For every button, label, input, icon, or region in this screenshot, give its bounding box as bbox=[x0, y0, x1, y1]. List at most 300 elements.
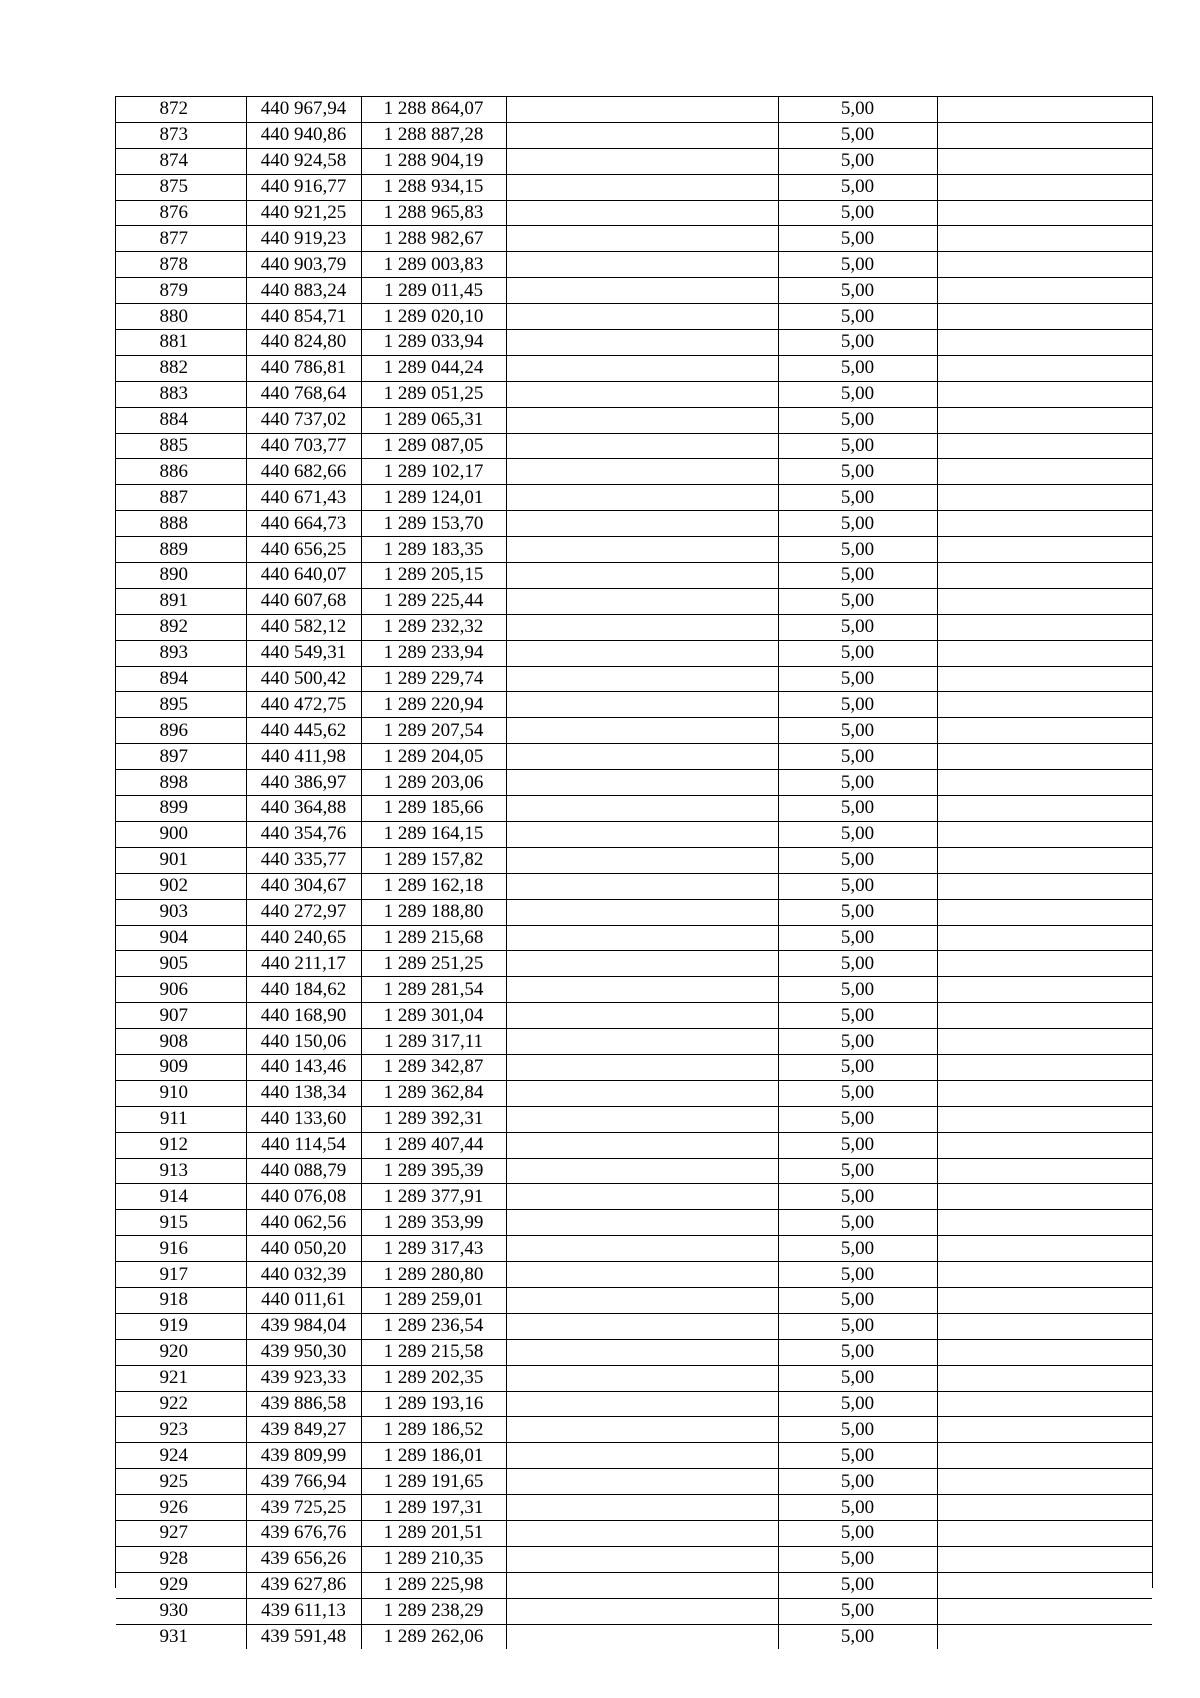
accuracy-value-cell: 5,00 bbox=[778, 640, 937, 666]
empty-column-cell bbox=[506, 1417, 778, 1443]
empty-column-cell bbox=[506, 1365, 778, 1391]
notes-column-cell bbox=[937, 1132, 1152, 1158]
y-coordinate-cell: 1 289 044,24 bbox=[361, 355, 506, 381]
point-number-cell: 876 bbox=[116, 200, 246, 226]
table-row bbox=[116, 304, 1152, 330]
table-row bbox=[116, 1210, 1152, 1236]
x-coordinate-cell: 440 967,94 bbox=[246, 97, 361, 122]
point-number-cell: 896 bbox=[116, 718, 246, 744]
y-coordinate-cell: 1 289 232,32 bbox=[361, 614, 506, 640]
x-coordinate-cell: 440 211,17 bbox=[246, 951, 361, 977]
x-coordinate-cell: 439 886,58 bbox=[246, 1391, 361, 1417]
notes-column-cell bbox=[937, 433, 1152, 459]
notes-column-cell bbox=[937, 873, 1152, 899]
empty-column-cell bbox=[506, 1080, 778, 1106]
table-row bbox=[116, 666, 1152, 692]
notes-column-cell bbox=[937, 977, 1152, 1003]
table-row bbox=[116, 951, 1152, 977]
accuracy-value-cell: 5,00 bbox=[778, 718, 937, 744]
y-coordinate-cell: 1 289 011,45 bbox=[361, 278, 506, 304]
table-row bbox=[116, 614, 1152, 640]
table-row bbox=[116, 278, 1152, 304]
point-number-cell: 892 bbox=[116, 614, 246, 640]
point-number-cell: 919 bbox=[116, 1313, 246, 1339]
y-coordinate-cell: 1 288 904,19 bbox=[361, 148, 506, 174]
table-row bbox=[116, 1598, 1152, 1624]
empty-column-cell bbox=[506, 1210, 778, 1236]
point-number-cell: 891 bbox=[116, 588, 246, 614]
y-coordinate-cell: 1 289 203,06 bbox=[361, 770, 506, 796]
empty-column-cell bbox=[506, 588, 778, 614]
table-row bbox=[116, 821, 1152, 847]
table-row bbox=[116, 1365, 1152, 1391]
accuracy-value-cell: 5,00 bbox=[778, 744, 937, 770]
empty-column-cell bbox=[506, 614, 778, 640]
y-coordinate-cell: 1 288 864,07 bbox=[361, 97, 506, 122]
table-row bbox=[116, 1287, 1152, 1313]
accuracy-value-cell: 5,00 bbox=[778, 304, 937, 330]
accuracy-value-cell: 5,00 bbox=[778, 537, 937, 563]
table-row bbox=[116, 1313, 1152, 1339]
point-number-cell: 924 bbox=[116, 1443, 246, 1469]
accuracy-value-cell: 5,00 bbox=[778, 1054, 937, 1080]
empty-column-cell bbox=[506, 1287, 778, 1313]
point-number-cell: 931 bbox=[116, 1624, 246, 1649]
table-row bbox=[116, 1469, 1152, 1495]
table-row bbox=[116, 563, 1152, 589]
x-coordinate-cell: 440 549,31 bbox=[246, 640, 361, 666]
coordinates-table-sheet bbox=[115, 96, 1153, 1647]
point-number-cell: 881 bbox=[116, 330, 246, 356]
notes-column-cell bbox=[937, 1520, 1152, 1546]
notes-column-cell bbox=[937, 1469, 1152, 1495]
accuracy-value-cell: 5,00 bbox=[778, 925, 937, 951]
empty-column-cell bbox=[506, 537, 778, 563]
point-number-cell: 883 bbox=[116, 381, 246, 407]
point-number-cell: 926 bbox=[116, 1495, 246, 1521]
empty-column-cell bbox=[506, 1391, 778, 1417]
x-coordinate-cell: 440 143,46 bbox=[246, 1054, 361, 1080]
table-row bbox=[116, 381, 1152, 407]
empty-column-cell bbox=[506, 873, 778, 899]
table-row bbox=[116, 744, 1152, 770]
accuracy-value-cell: 5,00 bbox=[778, 951, 937, 977]
accuracy-value-cell: 5,00 bbox=[778, 1262, 937, 1288]
y-coordinate-cell: 1 289 033,94 bbox=[361, 330, 506, 356]
empty-column-cell bbox=[506, 821, 778, 847]
y-coordinate-cell: 1 289 215,58 bbox=[361, 1339, 506, 1365]
table-row bbox=[116, 925, 1152, 951]
empty-column-cell bbox=[506, 485, 778, 511]
notes-column-cell bbox=[937, 1339, 1152, 1365]
notes-column-cell bbox=[937, 200, 1152, 226]
y-coordinate-cell: 1 289 301,04 bbox=[361, 1003, 506, 1029]
notes-column-cell bbox=[937, 1029, 1152, 1055]
point-number-cell: 927 bbox=[116, 1520, 246, 1546]
point-number-cell: 904 bbox=[116, 925, 246, 951]
x-coordinate-cell: 440 076,08 bbox=[246, 1184, 361, 1210]
x-coordinate-cell: 440 240,65 bbox=[246, 925, 361, 951]
x-coordinate-cell: 440 737,02 bbox=[246, 407, 361, 433]
empty-column-cell bbox=[506, 899, 778, 925]
empty-column-cell bbox=[506, 433, 778, 459]
empty-column-cell bbox=[506, 122, 778, 148]
notes-column-cell bbox=[937, 614, 1152, 640]
notes-column-cell bbox=[937, 1158, 1152, 1184]
y-coordinate-cell: 1 289 317,43 bbox=[361, 1236, 506, 1262]
x-coordinate-cell: 440 050,20 bbox=[246, 1236, 361, 1262]
point-number-cell: 882 bbox=[116, 355, 246, 381]
point-number-cell: 912 bbox=[116, 1132, 246, 1158]
point-number-cell: 875 bbox=[116, 174, 246, 200]
table-row bbox=[116, 355, 1152, 381]
accuracy-value-cell: 5,00 bbox=[778, 1624, 937, 1649]
empty-column-cell bbox=[506, 1003, 778, 1029]
empty-column-cell bbox=[506, 847, 778, 873]
notes-column-cell bbox=[937, 1236, 1152, 1262]
x-coordinate-cell: 440 411,98 bbox=[246, 744, 361, 770]
x-coordinate-cell: 440 786,81 bbox=[246, 355, 361, 381]
empty-column-cell bbox=[506, 278, 778, 304]
y-coordinate-cell: 1 288 965,83 bbox=[361, 200, 506, 226]
notes-column-cell bbox=[937, 1287, 1152, 1313]
accuracy-value-cell: 5,00 bbox=[778, 796, 937, 822]
point-number-cell: 898 bbox=[116, 770, 246, 796]
x-coordinate-cell: 440 304,67 bbox=[246, 873, 361, 899]
notes-column-cell bbox=[937, 381, 1152, 407]
y-coordinate-cell: 1 289 215,68 bbox=[361, 925, 506, 951]
x-coordinate-cell: 440 354,76 bbox=[246, 821, 361, 847]
y-coordinate-cell: 1 289 317,11 bbox=[361, 1029, 506, 1055]
empty-column-cell bbox=[506, 1158, 778, 1184]
x-coordinate-cell: 440 916,77 bbox=[246, 174, 361, 200]
table-row bbox=[116, 1520, 1152, 1546]
point-number-cell: 928 bbox=[116, 1546, 246, 1572]
x-coordinate-cell: 440 500,42 bbox=[246, 666, 361, 692]
empty-column-cell bbox=[506, 381, 778, 407]
table-row bbox=[116, 200, 1152, 226]
notes-column-cell bbox=[937, 252, 1152, 278]
accuracy-value-cell: 5,00 bbox=[778, 1210, 937, 1236]
table-row bbox=[116, 97, 1152, 122]
notes-column-cell bbox=[937, 821, 1152, 847]
notes-column-cell bbox=[937, 1598, 1152, 1624]
x-coordinate-cell: 440 703,77 bbox=[246, 433, 361, 459]
accuracy-value-cell: 5,00 bbox=[778, 1287, 937, 1313]
x-coordinate-cell: 439 656,26 bbox=[246, 1546, 361, 1572]
x-coordinate-cell: 439 849,27 bbox=[246, 1417, 361, 1443]
notes-column-cell bbox=[937, 407, 1152, 433]
x-coordinate-cell: 440 940,86 bbox=[246, 122, 361, 148]
accuracy-value-cell: 5,00 bbox=[778, 977, 937, 1003]
notes-column-cell bbox=[937, 1443, 1152, 1469]
empty-column-cell bbox=[506, 1106, 778, 1132]
y-coordinate-cell: 1 289 220,94 bbox=[361, 692, 506, 718]
empty-column-cell bbox=[506, 174, 778, 200]
notes-column-cell bbox=[937, 355, 1152, 381]
y-coordinate-cell: 1 289 236,54 bbox=[361, 1313, 506, 1339]
accuracy-value-cell: 5,00 bbox=[778, 1495, 937, 1521]
table-row bbox=[116, 847, 1152, 873]
y-coordinate-cell: 1 289 162,18 bbox=[361, 873, 506, 899]
accuracy-value-cell: 5,00 bbox=[778, 485, 937, 511]
notes-column-cell bbox=[937, 1572, 1152, 1598]
table-row bbox=[116, 770, 1152, 796]
notes-column-cell bbox=[937, 718, 1152, 744]
accuracy-value-cell: 5,00 bbox=[778, 1106, 937, 1132]
accuracy-value-cell: 5,00 bbox=[778, 873, 937, 899]
x-coordinate-cell: 440 854,71 bbox=[246, 304, 361, 330]
point-number-cell: 894 bbox=[116, 666, 246, 692]
notes-column-cell bbox=[937, 744, 1152, 770]
accuracy-value-cell: 5,00 bbox=[778, 666, 937, 692]
x-coordinate-cell: 440 656,25 bbox=[246, 537, 361, 563]
accuracy-value-cell: 5,00 bbox=[778, 847, 937, 873]
point-number-cell: 920 bbox=[116, 1339, 246, 1365]
notes-column-cell bbox=[937, 1417, 1152, 1443]
table-row bbox=[116, 873, 1152, 899]
y-coordinate-cell: 1 289 362,84 bbox=[361, 1080, 506, 1106]
accuracy-value-cell: 5,00 bbox=[778, 1572, 937, 1598]
table-row bbox=[116, 1106, 1152, 1132]
accuracy-value-cell: 5,00 bbox=[778, 770, 937, 796]
point-number-cell: 884 bbox=[116, 407, 246, 433]
notes-column-cell bbox=[937, 563, 1152, 589]
point-number-cell: 890 bbox=[116, 563, 246, 589]
table-row bbox=[116, 485, 1152, 511]
notes-column-cell bbox=[937, 459, 1152, 485]
x-coordinate-cell: 440 138,34 bbox=[246, 1080, 361, 1106]
y-coordinate-cell: 1 289 186,52 bbox=[361, 1417, 506, 1443]
table-row bbox=[116, 718, 1152, 744]
notes-column-cell bbox=[937, 97, 1152, 122]
accuracy-value-cell: 5,00 bbox=[778, 1132, 937, 1158]
y-coordinate-cell: 1 289 188,80 bbox=[361, 899, 506, 925]
notes-column-cell bbox=[937, 640, 1152, 666]
notes-column-cell bbox=[937, 951, 1152, 977]
accuracy-value-cell: 5,00 bbox=[778, 122, 937, 148]
notes-column-cell bbox=[937, 770, 1152, 796]
accuracy-value-cell: 5,00 bbox=[778, 1339, 937, 1365]
y-coordinate-cell: 1 289 051,25 bbox=[361, 381, 506, 407]
x-coordinate-cell: 439 766,94 bbox=[246, 1469, 361, 1495]
point-number-cell: 888 bbox=[116, 511, 246, 537]
notes-column-cell bbox=[937, 1184, 1152, 1210]
empty-column-cell bbox=[506, 770, 778, 796]
notes-column-cell bbox=[937, 692, 1152, 718]
accuracy-value-cell: 5,00 bbox=[778, 278, 937, 304]
x-coordinate-cell: 440 088,79 bbox=[246, 1158, 361, 1184]
table-row bbox=[116, 1495, 1152, 1521]
empty-column-cell bbox=[506, 407, 778, 433]
y-coordinate-cell: 1 289 087,05 bbox=[361, 433, 506, 459]
y-coordinate-cell: 1 289 193,16 bbox=[361, 1391, 506, 1417]
notes-column-cell bbox=[937, 122, 1152, 148]
point-number-cell: 872 bbox=[116, 97, 246, 122]
notes-column-cell bbox=[937, 1365, 1152, 1391]
empty-column-cell bbox=[506, 666, 778, 692]
notes-column-cell bbox=[937, 148, 1152, 174]
x-coordinate-cell: 439 809,99 bbox=[246, 1443, 361, 1469]
y-coordinate-cell: 1 289 238,29 bbox=[361, 1598, 506, 1624]
accuracy-value-cell: 5,00 bbox=[778, 1443, 937, 1469]
table-row bbox=[116, 1443, 1152, 1469]
point-number-cell: 911 bbox=[116, 1106, 246, 1132]
x-coordinate-cell: 440 924,58 bbox=[246, 148, 361, 174]
x-coordinate-cell: 439 591,48 bbox=[246, 1624, 361, 1649]
accuracy-value-cell: 5,00 bbox=[778, 563, 937, 589]
empty-column-cell bbox=[506, 1132, 778, 1158]
notes-column-cell bbox=[937, 588, 1152, 614]
notes-column-cell bbox=[937, 330, 1152, 356]
empty-column-cell bbox=[506, 692, 778, 718]
table-row bbox=[116, 796, 1152, 822]
accuracy-value-cell: 5,00 bbox=[778, 459, 937, 485]
y-coordinate-cell: 1 289 353,99 bbox=[361, 1210, 506, 1236]
table-row bbox=[116, 1132, 1152, 1158]
y-coordinate-cell: 1 289 225,44 bbox=[361, 588, 506, 614]
accuracy-value-cell: 5,00 bbox=[778, 1417, 937, 1443]
table-row bbox=[116, 899, 1152, 925]
y-coordinate-cell: 1 289 164,15 bbox=[361, 821, 506, 847]
point-number-cell: 887 bbox=[116, 485, 246, 511]
x-coordinate-cell: 440 903,79 bbox=[246, 252, 361, 278]
point-number-cell: 885 bbox=[116, 433, 246, 459]
point-number-cell: 903 bbox=[116, 899, 246, 925]
y-coordinate-cell: 1 289 377,91 bbox=[361, 1184, 506, 1210]
point-number-cell: 878 bbox=[116, 252, 246, 278]
empty-column-cell bbox=[506, 200, 778, 226]
notes-column-cell bbox=[937, 1106, 1152, 1132]
accuracy-value-cell: 5,00 bbox=[778, 330, 937, 356]
notes-column-cell bbox=[937, 1054, 1152, 1080]
table-row bbox=[116, 148, 1152, 174]
x-coordinate-cell: 440 582,12 bbox=[246, 614, 361, 640]
empty-column-cell bbox=[506, 563, 778, 589]
table-row bbox=[116, 1339, 1152, 1365]
point-number-cell: 921 bbox=[116, 1365, 246, 1391]
notes-column-cell bbox=[937, 537, 1152, 563]
point-number-cell: 916 bbox=[116, 1236, 246, 1262]
y-coordinate-cell: 1 289 124,01 bbox=[361, 485, 506, 511]
accuracy-value-cell: 5,00 bbox=[778, 1080, 937, 1106]
y-coordinate-cell: 1 289 202,35 bbox=[361, 1365, 506, 1391]
point-number-cell: 910 bbox=[116, 1080, 246, 1106]
coordinates-table bbox=[116, 97, 1152, 1649]
notes-column-cell bbox=[937, 226, 1152, 252]
y-coordinate-cell: 1 289 392,31 bbox=[361, 1106, 506, 1132]
notes-column-cell bbox=[937, 1495, 1152, 1521]
y-coordinate-cell: 1 289 102,17 bbox=[361, 459, 506, 485]
accuracy-value-cell: 5,00 bbox=[778, 1158, 937, 1184]
y-coordinate-cell: 1 289 201,51 bbox=[361, 1520, 506, 1546]
table-row bbox=[116, 588, 1152, 614]
x-coordinate-cell: 440 445,62 bbox=[246, 718, 361, 744]
empty-column-cell bbox=[506, 1262, 778, 1288]
x-coordinate-cell: 440 364,88 bbox=[246, 796, 361, 822]
empty-column-cell bbox=[506, 97, 778, 122]
x-coordinate-cell: 440 472,75 bbox=[246, 692, 361, 718]
notes-column-cell bbox=[937, 485, 1152, 511]
accuracy-value-cell: 5,00 bbox=[778, 1313, 937, 1339]
table-row bbox=[116, 252, 1152, 278]
empty-column-cell bbox=[506, 459, 778, 485]
empty-column-cell bbox=[506, 1236, 778, 1262]
notes-column-cell bbox=[937, 1080, 1152, 1106]
point-number-cell: 906 bbox=[116, 977, 246, 1003]
accuracy-value-cell: 5,00 bbox=[778, 97, 937, 122]
y-coordinate-cell: 1 289 251,25 bbox=[361, 951, 506, 977]
y-coordinate-cell: 1 289 183,35 bbox=[361, 537, 506, 563]
accuracy-value-cell: 5,00 bbox=[778, 226, 937, 252]
notes-column-cell bbox=[937, 666, 1152, 692]
table-row bbox=[116, 122, 1152, 148]
table-row bbox=[116, 692, 1152, 718]
empty-column-cell bbox=[506, 1443, 778, 1469]
accuracy-value-cell: 5,00 bbox=[778, 148, 937, 174]
y-coordinate-cell: 1 289 020,10 bbox=[361, 304, 506, 330]
accuracy-value-cell: 5,00 bbox=[778, 252, 937, 278]
table-row bbox=[116, 1262, 1152, 1288]
table-row bbox=[116, 459, 1152, 485]
point-number-cell: 930 bbox=[116, 1598, 246, 1624]
empty-column-cell bbox=[506, 330, 778, 356]
table-row bbox=[116, 1080, 1152, 1106]
point-number-cell: 914 bbox=[116, 1184, 246, 1210]
x-coordinate-cell: 439 984,04 bbox=[246, 1313, 361, 1339]
empty-column-cell bbox=[506, 1313, 778, 1339]
x-coordinate-cell: 440 671,43 bbox=[246, 485, 361, 511]
empty-column-cell bbox=[506, 1339, 778, 1365]
y-coordinate-cell: 1 289 207,54 bbox=[361, 718, 506, 744]
y-coordinate-cell: 1 288 887,28 bbox=[361, 122, 506, 148]
y-coordinate-cell: 1 289 205,15 bbox=[361, 563, 506, 589]
accuracy-value-cell: 5,00 bbox=[778, 614, 937, 640]
point-number-cell: 929 bbox=[116, 1572, 246, 1598]
y-coordinate-cell: 1 289 225,98 bbox=[361, 1572, 506, 1598]
empty-column-cell bbox=[506, 252, 778, 278]
y-coordinate-cell: 1 289 153,70 bbox=[361, 511, 506, 537]
empty-column-cell bbox=[506, 744, 778, 770]
notes-column-cell bbox=[937, 1003, 1152, 1029]
empty-column-cell bbox=[506, 977, 778, 1003]
y-coordinate-cell: 1 289 185,66 bbox=[361, 796, 506, 822]
table-row bbox=[116, 511, 1152, 537]
empty-column-cell bbox=[506, 796, 778, 822]
table-row bbox=[116, 1572, 1152, 1598]
accuracy-value-cell: 5,00 bbox=[778, 1365, 937, 1391]
table-row bbox=[116, 1003, 1152, 1029]
x-coordinate-cell: 440 824,80 bbox=[246, 330, 361, 356]
point-number-cell: 918 bbox=[116, 1287, 246, 1313]
y-coordinate-cell: 1 289 280,80 bbox=[361, 1262, 506, 1288]
table-row bbox=[116, 977, 1152, 1003]
notes-column-cell bbox=[937, 1391, 1152, 1417]
point-number-cell: 895 bbox=[116, 692, 246, 718]
empty-column-cell bbox=[506, 304, 778, 330]
empty-column-cell bbox=[506, 1598, 778, 1624]
x-coordinate-cell: 440 335,77 bbox=[246, 847, 361, 873]
empty-column-cell bbox=[506, 511, 778, 537]
accuracy-value-cell: 5,00 bbox=[778, 407, 937, 433]
empty-column-cell bbox=[506, 1572, 778, 1598]
accuracy-value-cell: 5,00 bbox=[778, 355, 937, 381]
point-number-cell: 905 bbox=[116, 951, 246, 977]
table-row bbox=[116, 1391, 1152, 1417]
notes-column-cell bbox=[937, 1624, 1152, 1649]
empty-column-cell bbox=[506, 1520, 778, 1546]
empty-column-cell bbox=[506, 1546, 778, 1572]
